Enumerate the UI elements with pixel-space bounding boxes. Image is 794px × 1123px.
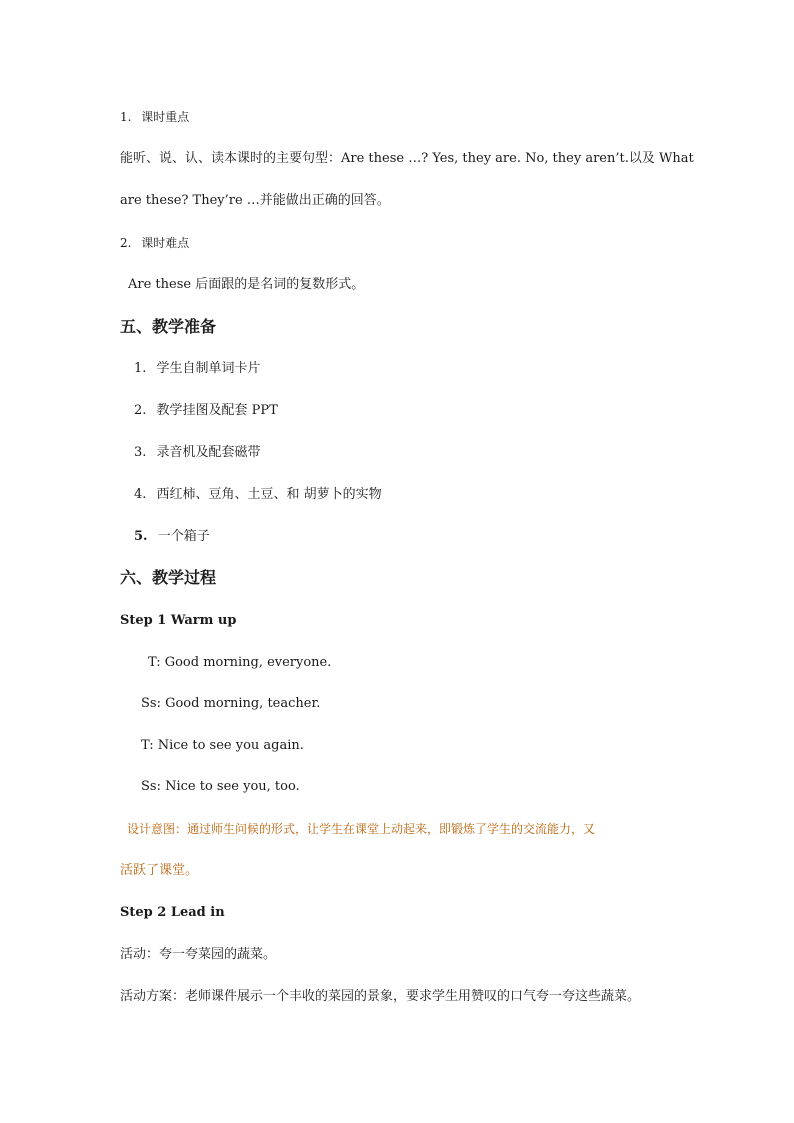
activity-plan-text: 活动方案：老师课件展示一个丰收的菜园的景象，要求学生用赞叹的口气夸一夸这些蔬菜。: [120, 989, 641, 1004]
step-1-heading: Step 1 Warm up: [120, 613, 237, 628]
dialog-line-2: Ss: Good morning, teacher.: [141, 696, 321, 711]
prep-text: 西红柿、豆角、土豆、和 胡萝卜的实物: [156, 487, 382, 502]
prep-text: 学生自制单词卡片: [156, 361, 261, 376]
prep-item-4: [134, 486, 382, 504]
prep-item-3: [134, 444, 261, 462]
prep-number: 2.: [134, 403, 147, 418]
design-intent-line1: 设计意图：通过师生问候的形式，让学生在课堂上动起来，即锻炼了学生的交流能力，又: [127, 822, 596, 836]
item-title: 课时重点: [141, 110, 190, 124]
key-points-text-line2: are these? They’re …并能做出正确的回答。: [120, 193, 390, 208]
dialog-line-1: T: Good morning, everyone.: [148, 655, 332, 670]
prep-item-2: [134, 402, 278, 420]
item-difficulty-heading: [120, 234, 189, 252]
difficulty-text: Are these 后面跟的是名词的复数形式。: [128, 277, 365, 292]
prep-number: 1.: [134, 361, 147, 376]
key-points-text-line1: 能听、说、认、读本课时的主要句型：Are these …? Yes, they are. No, they aren’t.以及 What: [120, 151, 694, 166]
item-key-points-heading: [120, 108, 189, 126]
item-number: 2.: [120, 236, 132, 250]
activity-text: 活动：夸一夸菜园的蔬菜。: [120, 947, 277, 962]
section-heading-preparation: 五、教学准备: [120, 317, 217, 336]
prep-number: 4.: [134, 487, 147, 502]
prep-text: 录音机及配套磁带: [156, 445, 261, 460]
item-title: 课时难点: [141, 236, 190, 250]
section-heading-process: 六、教学过程: [120, 568, 217, 587]
prep-number: 5.: [134, 529, 148, 544]
dialog-line-4: Ss: Nice to see you, too.: [141, 779, 300, 794]
prep-item-5: [134, 528, 210, 546]
design-intent-line2: 活跃了课堂。: [120, 863, 199, 878]
item-number: 1.: [120, 110, 132, 124]
prep-text: 一个箱子: [157, 529, 210, 544]
dialog-line-3: T: Nice to see you again.: [141, 738, 304, 753]
step-2-heading: Step 2 Lead in: [120, 905, 225, 920]
prep-item-1: [134, 360, 261, 378]
prep-number: 3.: [134, 445, 147, 460]
prep-text: 教学挂图及配套 PPT: [156, 403, 278, 418]
